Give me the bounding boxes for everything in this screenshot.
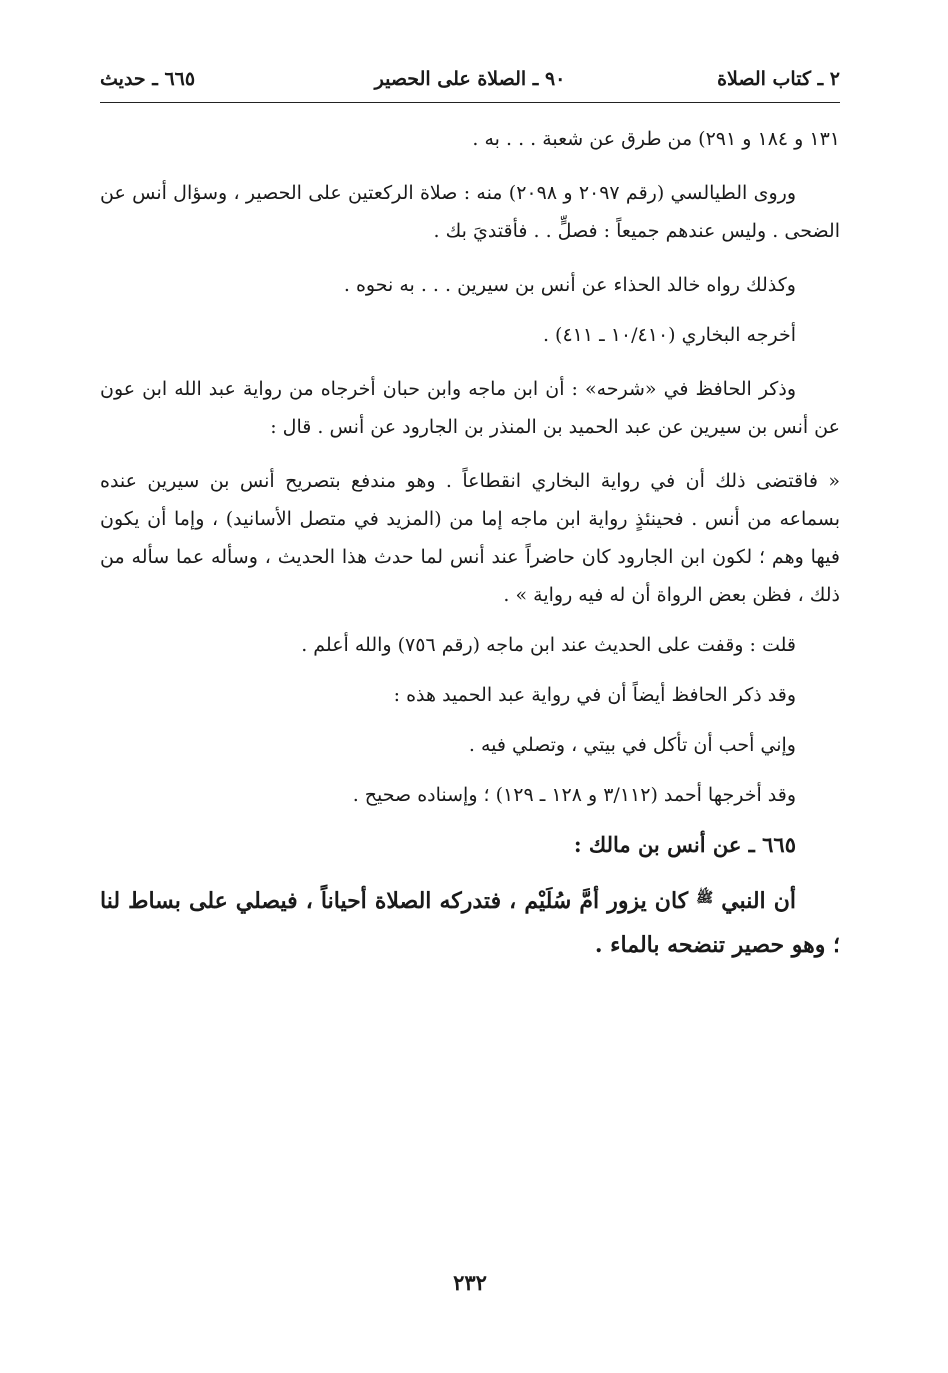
paragraph-hafiz: وذكر الحافظ في «شرحه» : أن ابن ماجه وابن حبان أخرجاه من رواية عبد الله ابن عون عن أنس بن سيرين عن عبد الحميد بن المنذر بن الجارود عن أنس . قال : xyxy=(100,378,840,438)
book-page xyxy=(100,60,840,1350)
book-title: ٢ ـ كتاب الصلاة xyxy=(717,68,840,90)
paragraph-qultu: قلت : وقفت على الحديث عند ابن ماجه (رقم ٧٥٦) والله أعلم . xyxy=(301,634,796,656)
hadith-label: ٦٦٥ ـ حديث xyxy=(100,68,196,90)
paragraph-bukhari: أخرجه البخاري (١٠/٤١٠ ـ ٤١١) . xyxy=(542,324,796,346)
page-number: ٢٣٢ xyxy=(453,1270,487,1295)
running-head xyxy=(100,68,840,104)
chapter-title: ٩٠ ـ الصلاة على الحصير xyxy=(374,68,566,90)
hadith-text-rest: كان يزور أمَّ سُلَيْم ، فتدركه الصلاة أحياناً ، فيصلي على بساط لنا ؛ وهو حصير تنضحه بالماء . xyxy=(100,888,840,958)
paragraph-khalid: وكذلك رواه خالد الحذاء عن أنس بن سيرين . . . به نحوه . xyxy=(343,274,796,296)
paragraph-quote: « فاقتضى ذلك أن في رواية البخاري انقطاعاً . وهو مندفع بتصريح أنس بن سيرين عنده بسماعه من أنس . فحينئذٍ رواية ابن ماجه إما من (المزيد في متصل الأسانيد) ، وإما أن يكون فيها وهم ؛ لكون ابن الجارود كان حاضراً عند أنس لما حدث هذا الحديث ، وسأله عما سأله من ذلك ، فظن بعض الرواة أن له فيه رواية » . xyxy=(100,470,840,606)
hadith-text-start: أن النبي xyxy=(721,888,796,914)
page-text xyxy=(100,120,840,967)
paragraph-quote-short: وإني أحب أن تأكل في بيتي ، وتصلي فيه . xyxy=(468,734,796,756)
paragraph-ahmad: وقد أخرجها أحمد (٣/١١٢ و ١٢٨ ـ ١٢٩) ؛ وإسناده صحيح . xyxy=(352,784,796,806)
header-rule xyxy=(100,102,840,103)
paragraph-hafiz-also: وقد ذكر الحافظ أيضاً أن في رواية عبد الحميد هذه : xyxy=(393,684,796,706)
paragraph-tayalisi: وروى الطيالسي (رقم ٢٠٩٧ و ٢٠٩٨) منه : صلاة الركعتين على الحصير ، وسؤال أنس عن الضحى . وليس عندهم جميعاً : فصلٍّ . . فأقتديَ بك . xyxy=(100,182,840,242)
hadith-heading: ٦٦٥ ـ عن أنس بن مالك : xyxy=(573,832,796,857)
salla-ligature: ﷺ xyxy=(696,890,714,906)
paragraph-continuation: ١٣١ و ١٨٤ و ٢٩١) من طرق عن شعبة . . . به . xyxy=(472,128,840,150)
hadith-matn xyxy=(100,876,840,967)
